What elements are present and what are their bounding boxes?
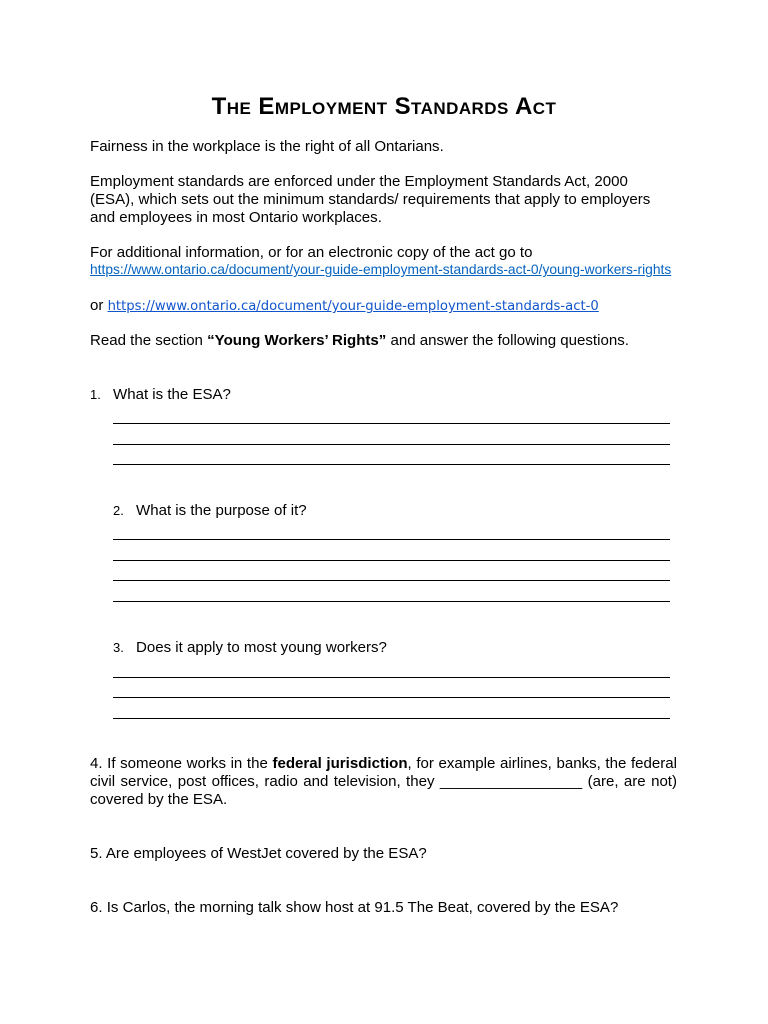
answer-line: [113, 718, 670, 719]
answer-line: [113, 539, 670, 540]
question-5: 5. Are employees of WestJet covered by the ESA?: [90, 845, 427, 862]
question-3-number: 3.: [113, 640, 124, 655]
answer-line: [113, 464, 670, 465]
instruction-text: Read the section: [90, 332, 203, 349]
or-label: or: [90, 297, 104, 314]
question-3-text: Does it apply to most young workers?: [136, 639, 387, 656]
intro-paragraph: Fairness in the workplace is the right of all Ontarians.: [90, 138, 444, 155]
question-4-emphasis: federal jurisdiction: [272, 755, 408, 772]
question-4-text: 4. If someone works in the: [90, 755, 268, 772]
answer-line: [113, 444, 670, 445]
additional-info-text: For additional information, or for an electronic copy of the act go to: [90, 244, 533, 261]
answer-line: [113, 601, 670, 602]
esa-guide-link[interactable]: https://www.ontario.ca/document/your-guide-employment-standards-act-0: [107, 299, 599, 314]
young-workers-rights-link[interactable]: https://www.ontario.ca/document/your-guide-employment-standards-act-0/young-workers-rights: [90, 262, 672, 277]
question-1-number: 1.: [90, 387, 101, 402]
section-name: “Young Workers’ Rights”: [207, 332, 387, 349]
esa-description-paragraph: Employment standards are enforced under the Employment Standards Act, 2000 (ESA), which sets out the minimum standards/ requirements that apply to employers and employees in most Ontario workplaces.: [90, 173, 651, 226]
question-2: [113, 502, 307, 520]
answer-line: [113, 580, 670, 581]
young-workers-link-line: [90, 262, 671, 278]
instruction-text-end: and answer the following questions.: [390, 332, 629, 349]
question-3: [113, 639, 387, 657]
alternate-link-line: [90, 297, 599, 316]
question-1: [90, 386, 231, 404]
question-2-number: 2.: [113, 503, 124, 518]
instruction-paragraph: [90, 332, 629, 350]
answer-line: [113, 697, 670, 698]
document-title: The Employment Standards Act: [211, 93, 557, 120]
question-4: [90, 755, 677, 809]
question-4-text-end: , for example airlines, banks, the federal civil service, post offices, radio and television, they _________________ (are, are not) covered by the ESA.: [90, 755, 677, 808]
answer-line: [113, 677, 670, 678]
answer-line: [113, 423, 670, 424]
question-6: 6. Is Carlos, the morning talk show host at 91.5 The Beat, covered by the ESA?: [90, 899, 619, 916]
question-1-text: What is the ESA?: [113, 386, 231, 403]
answer-line: [113, 560, 670, 561]
question-2-text: What is the purpose of it?: [136, 502, 307, 519]
